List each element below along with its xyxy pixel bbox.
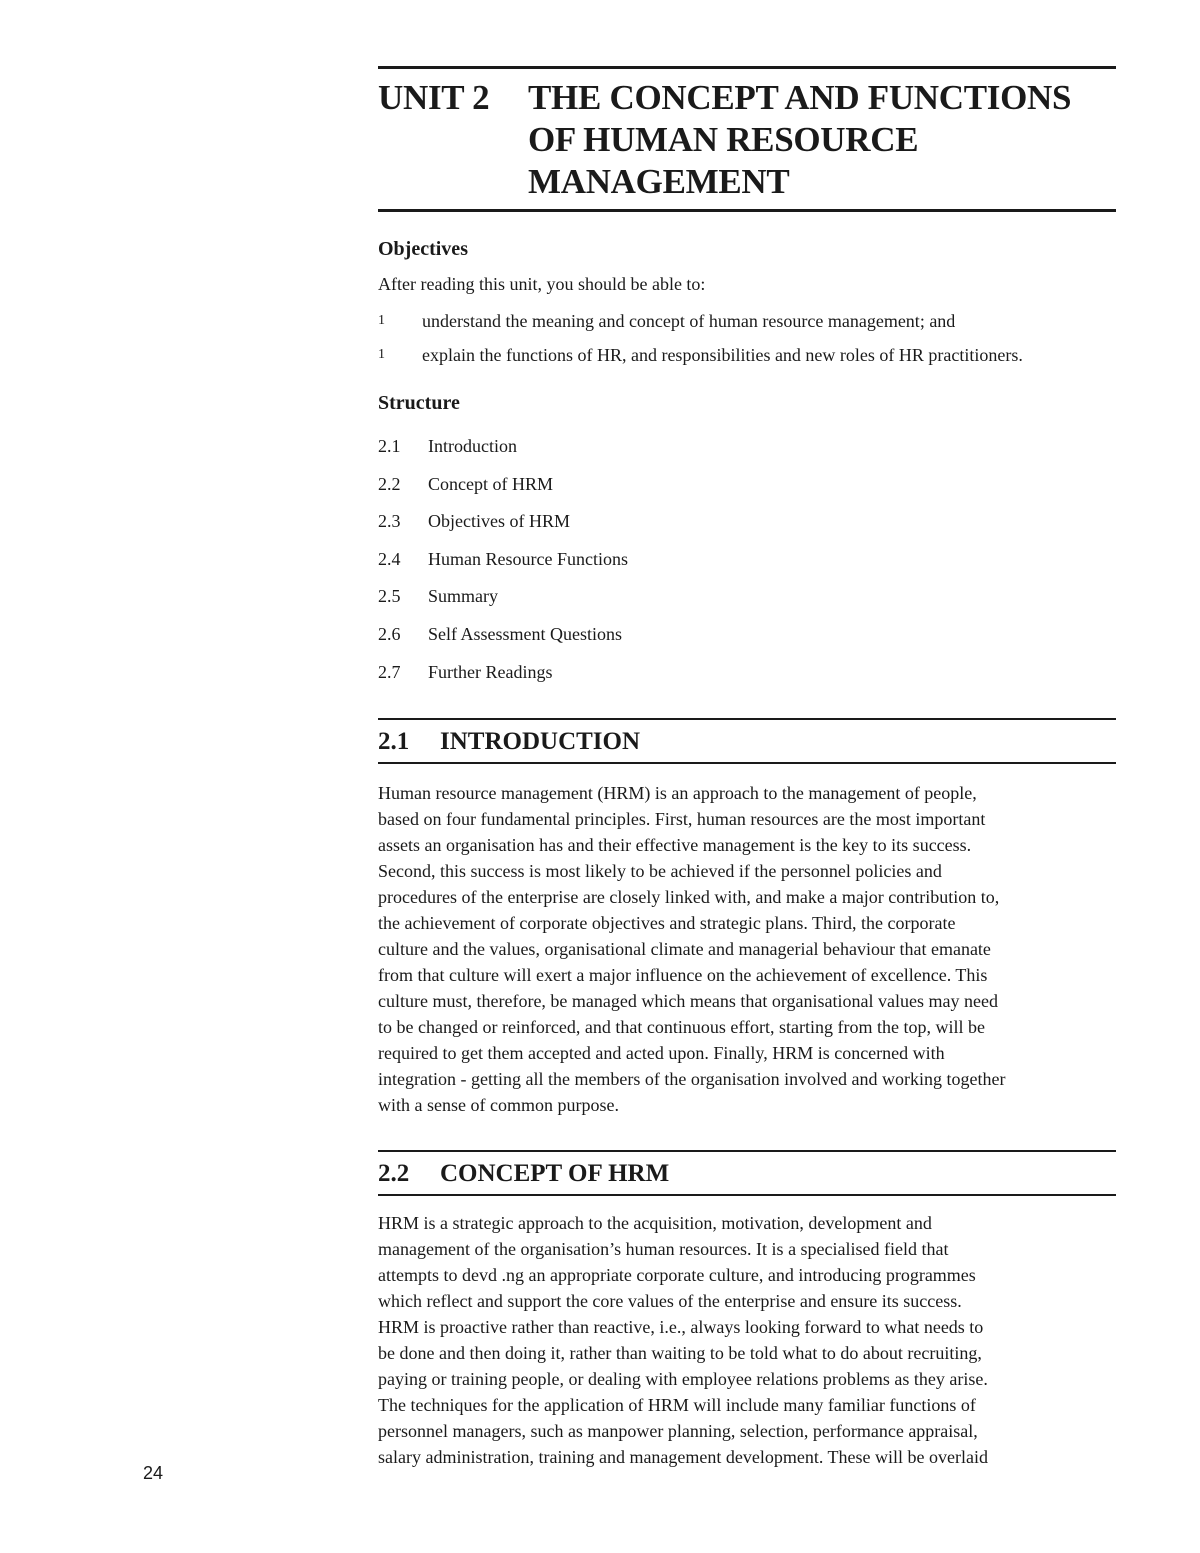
bullet-glyph: 1 bbox=[378, 347, 385, 362]
body-line: be done and then doing it, rather than waiting to be told what to do about recruiting, bbox=[378, 1343, 982, 1364]
body-line: attempts to devd .ng an appropriate corporate culture, and introducing programmes bbox=[378, 1265, 976, 1286]
body-line: HRM is proactive rather than reactive, i.e., always looking forward to what needs to bbox=[378, 1317, 984, 1338]
body-line: Human resource management (HRM) is an approach to the management of people, bbox=[378, 783, 977, 804]
objectives-intro: After reading this unit, you should be able to: bbox=[378, 274, 706, 294]
body-line: the achievement of corporate objectives and strategic plans. Third, the corporate bbox=[378, 913, 956, 934]
unit-title bbox=[378, 69, 1116, 209]
structure-item-number: 2.3 bbox=[378, 511, 401, 532]
objective-item bbox=[378, 342, 1116, 368]
structure-item bbox=[378, 621, 1116, 659]
body-line: The techniques for the application of HRM will include many familiar functions of bbox=[378, 1395, 976, 1416]
body-line: which reflect and support the core values of the enterprise and ensure its success. bbox=[378, 1291, 962, 1312]
structure-item-number: 2.1 bbox=[378, 436, 401, 456]
structure-item-label: Summary bbox=[428, 586, 498, 607]
structure-item-label: Objectives of HRM bbox=[428, 511, 570, 532]
unit-title-line: THE CONCEPT AND FUNCTIONS bbox=[528, 78, 1072, 117]
body-line: integration - getting all the members of the organisation involved and working together bbox=[378, 1069, 1006, 1090]
body-line: personnel managers, such as manpower planning, selection, performance appraisal, bbox=[378, 1421, 978, 1442]
section-body bbox=[378, 1210, 1116, 1470]
structure-item-number: 2.6 bbox=[378, 623, 401, 644]
structure-item-number: 2.4 bbox=[378, 548, 401, 569]
objectives-heading: Objectives bbox=[378, 238, 468, 260]
objective-item bbox=[378, 308, 1116, 334]
objective-text: explain the functions of HR, and responsibilities and new roles of HR practitioners. bbox=[422, 345, 1023, 365]
structure-item bbox=[378, 546, 1116, 584]
body-line: from that culture will exert a major influence on the achievement of excellence. This bbox=[378, 965, 988, 986]
bullet-glyph: 1 bbox=[378, 313, 385, 328]
structure-item bbox=[378, 583, 1116, 621]
page-number: 24 bbox=[143, 1463, 164, 1483]
body-line: salary administration, training and management development. These will be overlaid bbox=[378, 1447, 988, 1468]
page-content bbox=[378, 66, 1116, 1470]
unit-title-line: OF HUMAN RESOURCE bbox=[528, 120, 919, 159]
body-line: with a sense of common purpose. bbox=[378, 1095, 619, 1116]
structure-item-number: 2.5 bbox=[378, 586, 401, 607]
unit-number: UNIT 2 bbox=[378, 78, 490, 117]
structure-item-label: Concept of HRM bbox=[428, 473, 553, 494]
section-heading bbox=[378, 720, 1116, 762]
body-line: to be changed or reinforced, and that continuous effort, starting from the top, will be bbox=[378, 1017, 985, 1038]
unit-name bbox=[528, 77, 1116, 203]
section-title: CONCEPT OF HRM bbox=[440, 1160, 670, 1188]
body-line: based on four fundamental principles. First, human resources are the most important bbox=[378, 809, 986, 830]
structure-item bbox=[378, 433, 1116, 471]
body-line: assets an organisation has and their effective management is the key to its success. bbox=[378, 835, 972, 856]
body-line: required to get them accepted and acted upon. Finally, HRM is concerned with bbox=[378, 1043, 945, 1064]
body-line: Second, this success is most likely to be achieved if the personnel policies and bbox=[378, 861, 942, 882]
section-title: INTRODUCTION bbox=[440, 728, 641, 756]
objective-text: understand the meaning and concept of human resource management; and bbox=[422, 311, 956, 331]
unit-title-line: MANAGEMENT bbox=[528, 162, 790, 201]
body-line: procedures of the enterprise are closely linked with, and make a major contribution to, bbox=[378, 887, 1000, 908]
section-heading bbox=[378, 1152, 1116, 1194]
structure-item bbox=[378, 471, 1116, 509]
structure-item bbox=[378, 659, 1116, 697]
structure-item-label: Self Assessment Questions bbox=[428, 623, 623, 644]
structure-item-number: 2.2 bbox=[378, 473, 401, 494]
section-number: 2.2 bbox=[378, 1160, 410, 1188]
structure-list bbox=[378, 433, 1116, 696]
section-number: 2.1 bbox=[378, 728, 410, 756]
structure-item bbox=[378, 508, 1116, 546]
body-line: culture and the values, organisational climate and managerial behaviour that emanate bbox=[378, 939, 991, 960]
structure-item-label: Introduction bbox=[428, 436, 517, 456]
structure-item-label: Further Readings bbox=[428, 661, 553, 682]
body-line: culture must, therefore, be managed which means that organisational values may need bbox=[378, 991, 998, 1012]
body-line: management of the organisation’s human resources. It is a specialised field that bbox=[378, 1239, 949, 1260]
section-body bbox=[378, 780, 1116, 1118]
structure-heading: Structure bbox=[378, 392, 460, 414]
body-line: HRM is a strategic approach to the acquisition, motivation, development and bbox=[378, 1213, 932, 1234]
structure-item-label: Human Resource Functions bbox=[428, 548, 628, 569]
structure-item-number: 2.7 bbox=[378, 661, 401, 682]
body-line: paying or training people, or dealing with employee relations problems as they arise. bbox=[378, 1369, 988, 1390]
